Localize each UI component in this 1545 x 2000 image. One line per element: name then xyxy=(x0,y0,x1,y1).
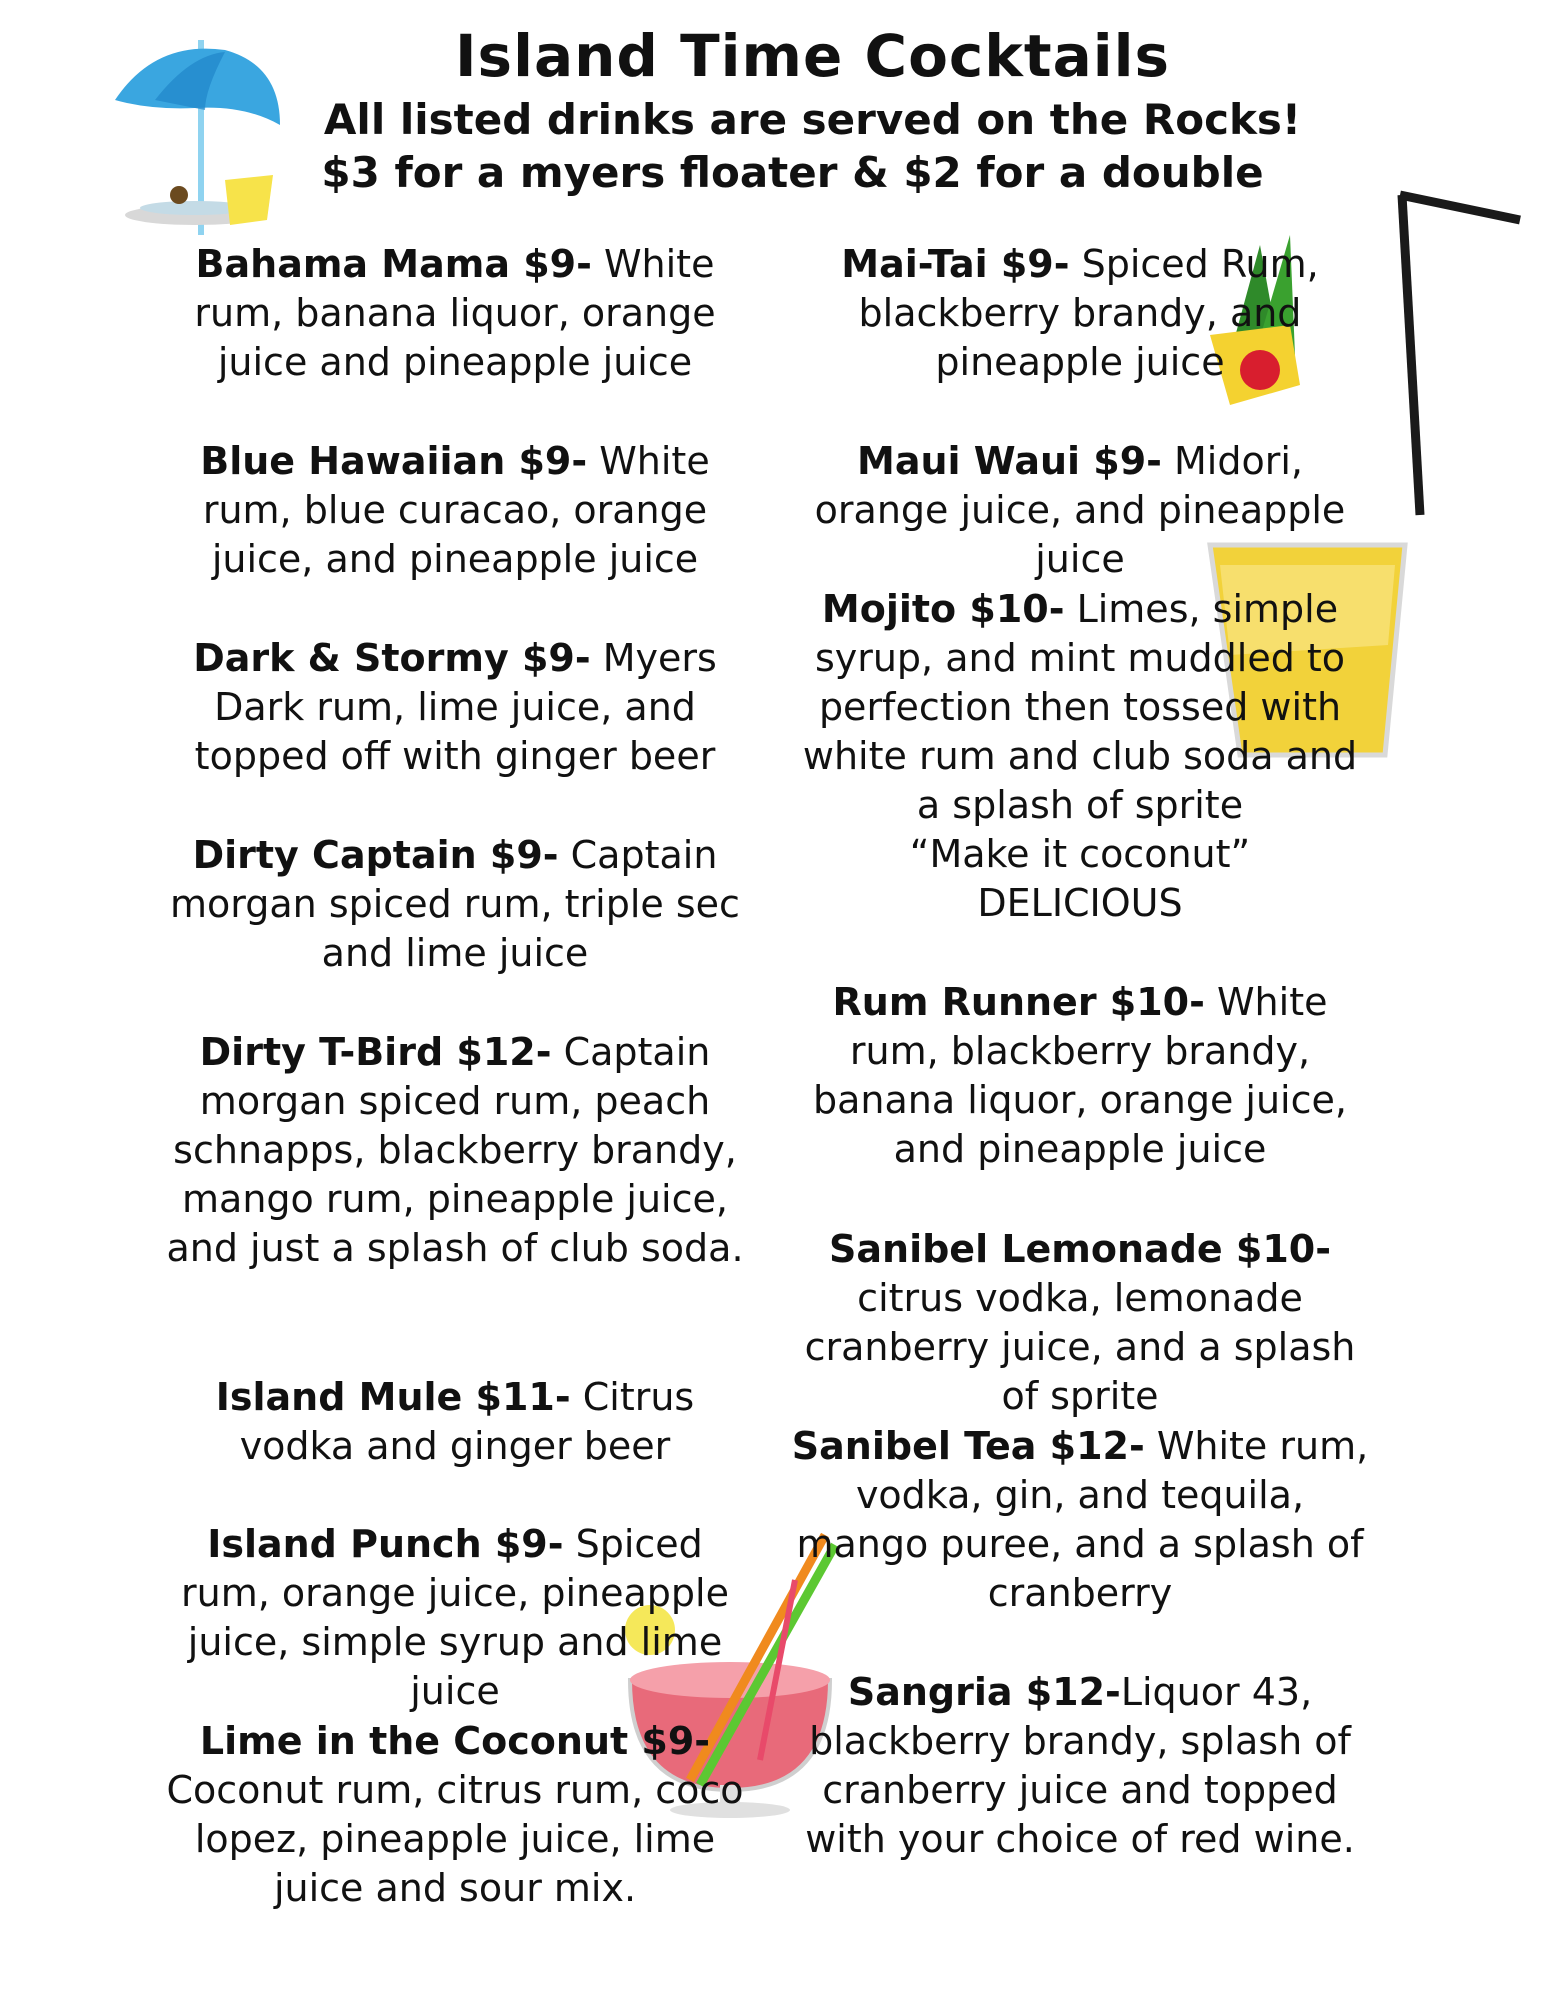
drink-bahama-mama xyxy=(165,240,745,387)
drink-description: citrus vodka, lemonade cranberry juice, and a splash of sprite xyxy=(804,1276,1356,1418)
drink-description: Captain morgan spiced rum, triple sec and lime juice xyxy=(170,833,740,975)
drink-description: White rum, vodka, gin, and tequila, mango puree, and a splash of cranberry xyxy=(796,1424,1369,1615)
drink-description: Myers Dark rum, lime juice, and topped off with ginger beer xyxy=(194,636,717,778)
drink-note: “Make it coconut” xyxy=(909,832,1251,876)
drink-name: Blue Hawaiian $9- xyxy=(200,439,588,483)
drink-name: Mojito $10- xyxy=(821,587,1065,631)
drink-description: White rum, banana liquor, orange juice and pineapple juice xyxy=(194,242,716,384)
menu-title: Island Time Cocktails xyxy=(454,22,1171,90)
drink-island-mule xyxy=(165,1373,745,1471)
drink-name: Sanibel Lemonade $10- xyxy=(829,1227,1331,1271)
drink-description: White rum, blue curacao, orange juice, and pineapple juice xyxy=(202,439,710,581)
drink-description: Spiced rum, orange juice, pineapple juice, simple syrup and lime juice xyxy=(181,1522,729,1713)
drink-island-punch xyxy=(165,1520,745,1716)
drink-name: Dark & Stormy $9- xyxy=(193,636,591,680)
drink-name: Mai-Tai $9- xyxy=(841,242,1070,286)
drink-name: Bahama Mama $9- xyxy=(195,242,592,286)
subtitle-pricing-notes: $3 for a myers floater & $2 for a double xyxy=(321,148,1264,197)
drink-description: Citrus vodka and ginger beer xyxy=(239,1375,695,1468)
drink-name: Sangria $12- xyxy=(847,1670,1121,1714)
drink-description: Captain morgan spiced rum, peach schnapps, blackberry brandy, mango rum, pineapple juice, and just a splash of club soda. xyxy=(166,1030,744,1270)
drink-name: Dirty Captain $9- xyxy=(192,833,559,877)
drink-dirty-captain xyxy=(165,831,745,978)
drink-maui-waui xyxy=(790,437,1370,584)
drink-description: Limes, simple syrup, and mint muddled to perfection then tossed with white rum and club soda and a splash of sprite xyxy=(802,587,1358,827)
drink-dirty-t-bird xyxy=(165,1028,745,1273)
drink-description: Liquor 43, blackberry brandy, splash of cranberry juice and topped with your choice of red wine. xyxy=(805,1670,1355,1861)
drink-description: Coconut rum, citrus rum, coco lopez, pineapple juice, lime juice and sour mix. xyxy=(166,1768,744,1910)
drink-dark-and-stormy xyxy=(165,634,745,781)
drink-mai-tai xyxy=(790,240,1370,387)
drink-name: Maui Waui $9- xyxy=(857,439,1162,483)
drink-name: Sanibel Tea $12- xyxy=(791,1424,1145,1468)
drink-description: Spiced Rum, blackberry brandy, and pineapple juice xyxy=(858,242,1319,384)
drink-description: Midori, orange juice, and pineapple juice xyxy=(814,439,1346,581)
drink-mojito xyxy=(790,585,1370,928)
drink-name: Lime in the Coconut $9- xyxy=(199,1719,711,1763)
subtitle-rocks: All listed drinks are served on the Rocks! xyxy=(323,95,1302,144)
drink-blue-hawaiian xyxy=(165,437,745,584)
drink-name: Island Punch $9- xyxy=(207,1522,564,1566)
drink-name: Rum Runner $10- xyxy=(832,980,1205,1024)
drink-sangria xyxy=(790,1668,1370,1864)
drink-description: White rum, blackberry brandy, banana liquor, orange juice, and pineapple juice xyxy=(813,980,1347,1171)
drink-name: Dirty T-Bird $12- xyxy=(199,1030,552,1074)
drink-sanibel-tea xyxy=(790,1422,1370,1618)
drink-note: DELICIOUS xyxy=(977,881,1183,925)
drink-rum-runner xyxy=(790,978,1370,1174)
drink-name: Island Mule $11- xyxy=(215,1375,571,1419)
drink-lime-in-the-coconut xyxy=(165,1717,745,1913)
drink-sanibel-lemonade xyxy=(790,1225,1370,1421)
